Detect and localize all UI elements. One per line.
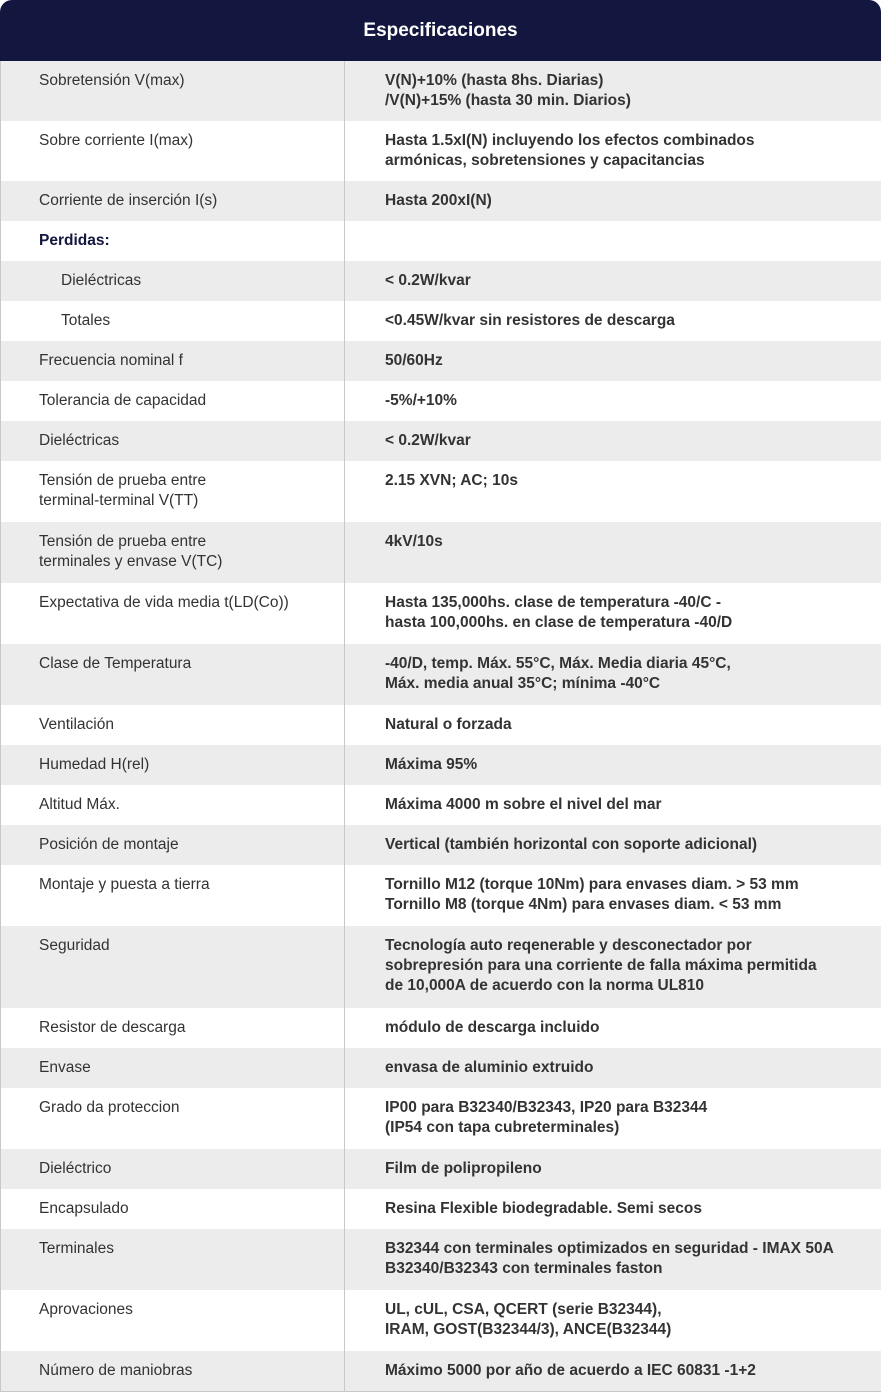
spec-value: Film de polipropileno [385,1159,862,1179]
spec-value-cell [345,583,881,644]
spec-title: Especificaciones [0,0,881,61]
spec-value: -40/D, temp. Máx. 55°C, Máx. Media diaria 45°C, [385,654,862,674]
spec-label-cell [1,522,345,583]
spec-row [1,1149,881,1189]
spec-row [1,583,881,644]
spec-value-cell [345,1008,881,1048]
spec-value: 2.15 XVN; AC; 10s [385,471,862,491]
spec-label: Sobre corriente I(max) [39,131,334,151]
spec-row [1,341,881,381]
spec-row [1,644,881,705]
spec-label: Envase [39,1058,334,1078]
spec-label-cell [1,785,345,825]
spec-label: Dieléctricas [39,431,334,451]
spec-value: Máx. media anual 35°C; mínima -40°C [385,674,862,694]
spec-value-cell [345,261,881,301]
spec-row [1,705,881,745]
spec-label: terminales y envase V(TC) [39,552,334,572]
spec-label-cell [1,1008,345,1048]
spec-row [1,825,881,865]
spec-label: Humedad H(rel) [39,755,334,775]
spec-label-cell [1,301,345,341]
spec-row [1,926,881,1008]
spec-label-cell [1,644,345,705]
spec-row [1,1290,881,1351]
spec-value: Máxima 4000 m sobre el nivel del mar [385,795,862,815]
spec-table [1,61,881,1391]
spec-label-cell [1,1048,345,1088]
spec-value: 50/60Hz [385,351,862,371]
spec-value-cell [345,1048,881,1088]
spec-value-cell [345,61,881,121]
spec-label-cell [1,1229,345,1290]
spec-row [1,301,881,341]
spec-value: Vertical (también horizontal con soporte adicional) [385,835,862,855]
spec-row [1,181,881,221]
spec-row [1,221,881,261]
spec-label: Número de maniobras [39,1361,334,1381]
spec-value: -5%/+10% [385,391,862,411]
spec-label-cell [1,926,345,1008]
spec-value-cell [345,926,881,1008]
spec-label-cell [1,261,345,301]
spec-row [1,61,881,121]
spec-value-cell [345,865,881,926]
spec-label-cell [1,61,345,121]
spec-row [1,865,881,926]
spec-value-cell [345,1149,881,1189]
spec-label: Ventilación [39,715,334,735]
spec-label: Montaje y puesta a tierra [39,875,334,895]
spec-value: <0.45W/kvar sin resistores de descarga [385,311,862,331]
spec-value: (IP54 con tapa cubreterminales) [385,1118,862,1138]
spec-value-cell [345,461,881,522]
spec-value: módulo de descarga incluido [385,1018,862,1038]
spec-label-cell [1,583,345,644]
spec-value-cell [345,522,881,583]
spec-label-cell [1,1088,345,1149]
spec-row [1,1088,881,1149]
spec-label: Expectativa de vida media t(LD(Co)) [39,593,334,613]
spec-value: Tornillo M12 (torque 10Nm) para envases diam. > 53 mm [385,875,862,895]
spec-row [1,1351,881,1391]
spec-label: Tensión de prueba entre [39,532,334,552]
spec-label: Clase de Temperatura [39,654,334,674]
spec-label: Dieléctrico [39,1159,334,1179]
spec-row [1,522,881,583]
spec-value-cell [345,1189,881,1229]
spec-label-cell [1,421,345,461]
spec-label-cell [1,221,345,261]
spec-value-cell [345,421,881,461]
spec-label-cell [1,341,345,381]
spec-value: Natural o forzada [385,715,862,735]
spec-label: Dieléctricas [61,271,334,291]
spec-value-cell [345,301,881,341]
spec-value-cell [345,705,881,745]
spec-value-cell [345,1088,881,1149]
spec-table-body [1,61,881,1391]
spec-value-cell [345,121,881,181]
spec-table-frame [0,61,881,1392]
spec-value: envasa de aluminio extruido [385,1058,862,1078]
spec-label: Totales [61,311,334,331]
spec-label: Tolerancia de capacidad [39,391,334,411]
spec-label: Terminales [39,1239,334,1259]
spec-value: Hasta 135,000hs. clase de temperatura -40/C - [385,593,862,613]
spec-value-cell [345,181,881,221]
spec-label: Encapsulado [39,1199,334,1219]
spec-label: Sobretensión V(max) [39,71,334,91]
spec-value: /V(N)+15% (hasta 30 min. Diarios) [385,91,862,111]
spec-value-cell [345,221,881,261]
spec-value: B32340/B32343 con terminales faston [385,1259,862,1279]
spec-value: IRAM, GOST(B32344/3), ANCE(B32344) [385,1320,862,1340]
spec-row [1,745,881,785]
spec-label-cell [1,381,345,421]
spec-label-cell [1,745,345,785]
spec-value-cell [345,1351,881,1391]
spec-label: Frecuencia nominal f [39,351,334,371]
spec-label-cell [1,1149,345,1189]
spec-value: armónicas, sobretensiones y capacitancias [385,151,862,171]
spec-label: Altitud Máx. [39,795,334,815]
spec-label-cell [1,1189,345,1229]
spec-value: < 0.2W/kvar [385,431,862,451]
spec-label-cell [1,121,345,181]
spec-value-cell [345,785,881,825]
spec-value-cell [345,1229,881,1290]
spec-label-cell [1,865,345,926]
spec-value-cell [345,745,881,785]
spec-label: Posición de montaje [39,835,334,855]
spec-value: Tornillo M8 (torque 4Nm) para envases diam. < 53 mm [385,895,862,915]
spec-value: hasta 100,000hs. en clase de temperatura -40/D [385,613,862,633]
spec-value: 4kV/10s [385,532,862,552]
spec-value-cell [345,381,881,421]
spec-value-cell [345,644,881,705]
spec-value: < 0.2W/kvar [385,271,862,291]
spec-row [1,785,881,825]
spec-value: Resina Flexible biodegradable. Semi secos [385,1199,862,1219]
spec-value: Hasta 200xI(N) [385,191,862,211]
spec-label-cell [1,461,345,522]
spec-label-cell [1,181,345,221]
section-heading: Perdidas: [39,231,334,251]
spec-label: Grado da proteccion [39,1098,334,1118]
spec-value: V(N)+10% (hasta 8hs. Diarias) [385,71,862,91]
spec-row [1,1229,881,1290]
spec-value: UL, cUL, CSA, QCERT (serie B32344), [385,1300,862,1320]
spec-row [1,381,881,421]
spec-label: Resistor de descarga [39,1018,334,1038]
spec-row [1,461,881,522]
spec-value-cell [345,825,881,865]
spec-value: Máxima 95% [385,755,862,775]
spec-label-cell [1,1351,345,1391]
spec-row [1,1008,881,1048]
spec-value: Máximo 5000 por año de acuerdo a IEC 60831 -1+2 [385,1361,862,1381]
spec-value: IP00 para B32340/B32343, IP20 para B32344 [385,1098,862,1118]
spec-label: terminal-terminal V(TT) [39,491,334,511]
spec-value-cell [345,341,881,381]
spec-row [1,421,881,461]
spec-label-cell [1,825,345,865]
spec-value: Tecnología auto reqenerable y desconectador por [385,936,862,956]
spec-row [1,261,881,301]
spec-label: Aprovaciones [39,1300,334,1320]
spec-row [1,1048,881,1088]
spec-label: Tensión de prueba entre [39,471,334,491]
spec-value: B32344 con terminales optimizados en seguridad - IMAX 50A [385,1239,862,1259]
spec-row [1,121,881,181]
spec-label-cell [1,705,345,745]
spec-label: Corriente de inserción I(s) [39,191,334,211]
spec-value: Hasta 1.5xI(N) incluyendo los efectos combinados [385,131,862,151]
spec-row [1,1189,881,1229]
spec-label: Seguridad [39,936,334,956]
spec-value-cell [345,1290,881,1351]
spec-value: sobrepresión para una corriente de falla máxima permitida [385,956,862,976]
spec-value: de 10,000A de acuerdo con la norma UL810 [385,976,862,996]
spec-label-cell [1,1290,345,1351]
